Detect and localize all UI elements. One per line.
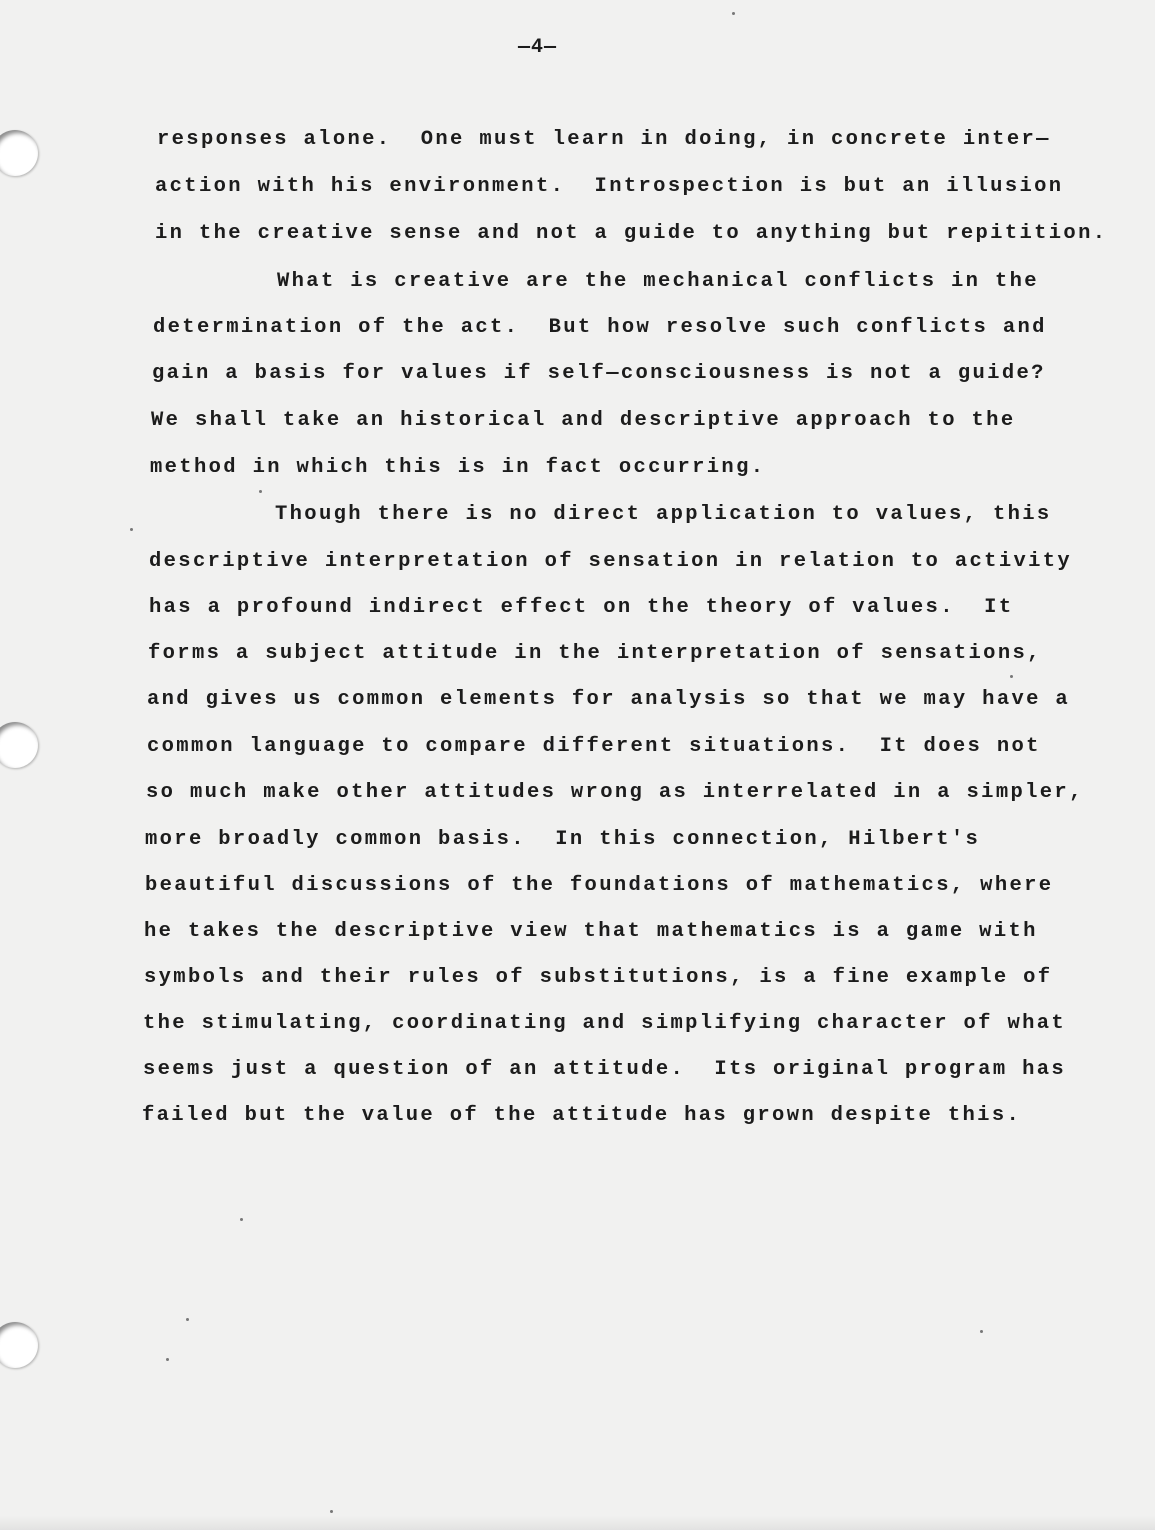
text-line-13: and gives us common elements for analysis so that we may have a [147,688,1071,711]
paper-speck [330,1510,333,1513]
text-line-2: action with his environment. Introspection is but an illusion [155,175,1064,198]
text-line-4: What is creative are the mechanical conflicts in the [277,270,1039,293]
text-line-19: symbols and their rules of substitutions, is a fine example of [144,966,1053,989]
text-line-8: method in which this is in fact occurring. [150,456,766,479]
text-line-14: common language to compare different situations. It does not [147,735,1041,758]
text-line-11: has a profound indirect effect on the theory of values. It [149,596,1014,619]
page-bottom-edge [0,1516,1155,1530]
text-line-9: Though there is no direct application to values, this [275,503,1052,526]
paper-speck [240,1218,243,1221]
paper-speck [732,12,735,15]
text-line-1: responses alone. One must learn in doing, in concrete inter— [157,128,1051,151]
text-line-18: he takes the descriptive view that mathematics is a game with [144,920,1038,943]
page-number: —4— [517,36,557,59]
text-line-22: failed but the value of the attitude has grown despite this. [142,1104,1022,1127]
binder-hole-top [0,130,38,176]
text-line-3: in the creative sense and not a guide to anything but repitition. [155,222,1108,245]
text-line-15: so much make other attitudes wrong as interrelated in a simpler, [146,781,1084,804]
text-line-10: descriptive interpretation of sensation in relation to activity [149,550,1073,573]
paper-speck [186,1318,189,1321]
text-line-16: more broadly common basis. In this connection, Hilbert's [145,828,981,851]
paper-speck [980,1330,983,1333]
text-line-17: beautiful discussions of the foundations of mathematics, where [145,874,1054,897]
text-line-12: forms a subject attitude in the interpretation of sensations, [148,642,1042,665]
text-line-6: gain a basis for values if self—consciousness is not a guide? [152,362,1046,385]
text-line-21: seems just a question of an attitude. Its original program has [143,1058,1067,1081]
paper-speck [166,1358,169,1361]
paper-speck [1010,675,1013,678]
paper-speck [259,490,262,493]
binder-hole-bottom [0,1322,38,1368]
binder-hole-middle [0,722,38,768]
text-line-7: We shall take an historical and descriptive approach to the [151,409,1016,432]
paper-speck [130,528,133,531]
text-line-5: determination of the act. But how resolve such conflicts and [153,316,1047,339]
text-line-20: the stimulating, coordinating and simplifying character of what [143,1012,1067,1035]
